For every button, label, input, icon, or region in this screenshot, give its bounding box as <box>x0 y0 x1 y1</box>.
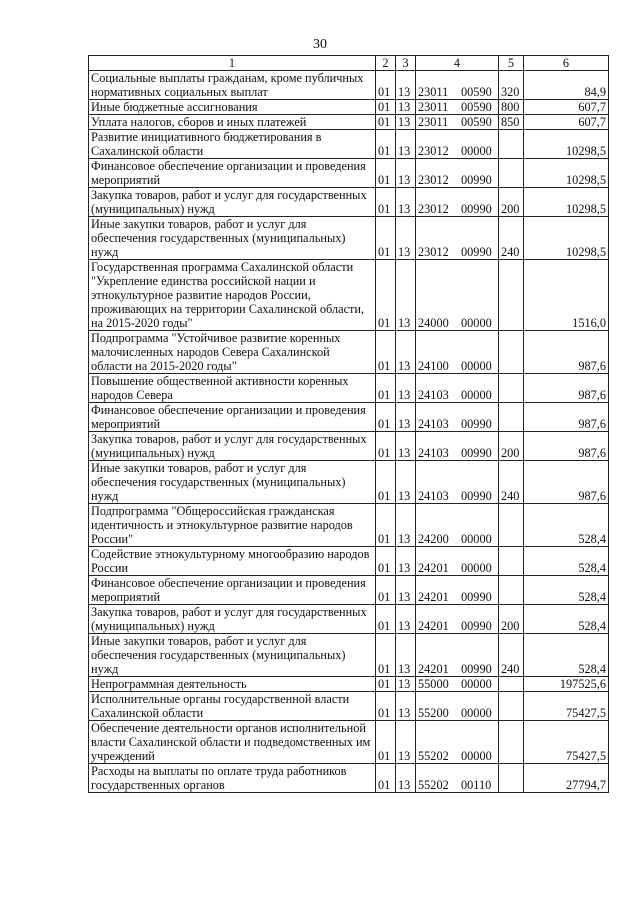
row-subsection: 13 <box>396 115 416 130</box>
row-name: Иные закупки товаров, работ и услуг для обеспечения государственных (муниципальных) нужд <box>89 217 376 260</box>
row-target-article <box>416 504 499 547</box>
target-article-program: 23012 <box>418 245 449 259</box>
target-article-direction: 00000 <box>461 677 492 691</box>
row-target-article <box>416 432 499 461</box>
row-expense-type <box>499 331 524 374</box>
row-expense-type: 240 <box>499 461 524 504</box>
row-subsection: 13 <box>396 764 416 793</box>
row-amount: 987,6 <box>524 432 609 461</box>
row-expense-type: 320 <box>499 71 524 100</box>
row-expense-type <box>499 403 524 432</box>
target-article-direction: 00000 <box>461 532 492 546</box>
row-expense-type <box>499 547 524 576</box>
row-expense-type: 200 <box>499 188 524 217</box>
target-article-direction: 00990 <box>461 202 492 216</box>
row-target-article <box>416 71 499 100</box>
row-expense-type <box>499 692 524 721</box>
row-amount: 1516,0 <box>524 260 609 331</box>
target-article-direction: 00990 <box>461 590 492 604</box>
row-target-article <box>416 130 499 159</box>
row-name: Исполнительные органы государственной власти Сахалинской области <box>89 692 376 721</box>
row-subsection: 13 <box>396 634 416 677</box>
table-row <box>89 71 609 100</box>
row-amount: 10298,5 <box>524 159 609 188</box>
table-row <box>89 634 609 677</box>
row-target-article <box>416 260 499 331</box>
row-expense-type: 200 <box>499 605 524 634</box>
budget-table <box>88 55 609 793</box>
row-amount: 528,4 <box>524 605 609 634</box>
row-name: Иные закупки товаров, работ и услуг для обеспечения государственных (муниципальных) нужд <box>89 461 376 504</box>
row-amount: 987,6 <box>524 461 609 504</box>
row-subsection: 13 <box>396 576 416 605</box>
header-cell: 1 <box>89 56 376 71</box>
target-article-direction: 00000 <box>461 316 492 330</box>
row-subsection: 13 <box>396 374 416 403</box>
target-article-direction: 00000 <box>461 706 492 720</box>
row-subsection: 13 <box>396 677 416 692</box>
table-row <box>89 130 609 159</box>
row-amount: 528,4 <box>524 547 609 576</box>
row-expense-type <box>499 159 524 188</box>
row-subsection: 13 <box>396 331 416 374</box>
table-row <box>89 188 609 217</box>
table-row <box>89 605 609 634</box>
row-expense-type <box>499 677 524 692</box>
row-name: Повышение общественной активности коренных народов Севера <box>89 374 376 403</box>
row-amount: 84,9 <box>524 71 609 100</box>
row-subsection: 13 <box>396 188 416 217</box>
row-amount: 528,4 <box>524 576 609 605</box>
row-section: 01 <box>376 504 396 547</box>
page-number: 30 <box>313 37 327 52</box>
target-article-program: 23012 <box>418 202 449 216</box>
target-article-program: 55000 <box>418 677 449 691</box>
target-article-program: 24100 <box>418 359 449 373</box>
target-article-program: 23011 <box>418 100 449 114</box>
header-cell: 2 <box>376 56 396 71</box>
row-subsection: 13 <box>396 721 416 764</box>
row-target-article <box>416 217 499 260</box>
row-subsection: 13 <box>396 130 416 159</box>
table-row <box>89 159 609 188</box>
target-article-program: 23012 <box>418 144 449 158</box>
target-article-program: 55202 <box>418 778 449 792</box>
row-section: 01 <box>376 115 396 130</box>
row-subsection: 13 <box>396 159 416 188</box>
row-section: 01 <box>376 764 396 793</box>
row-section: 01 <box>376 188 396 217</box>
table-row <box>89 764 609 793</box>
target-article-program: 23011 <box>418 85 449 99</box>
row-name: Закупка товаров, работ и услуг для государственных (муниципальных) нужд <box>89 432 376 461</box>
row-target-article <box>416 547 499 576</box>
row-subsection: 13 <box>396 71 416 100</box>
row-name: Закупка товаров, работ и услуг для государственных (муниципальных) нужд <box>89 188 376 217</box>
row-section: 01 <box>376 130 396 159</box>
row-target-article <box>416 634 499 677</box>
row-section: 01 <box>376 403 396 432</box>
row-name: Иные бюджетные ассигнования <box>89 100 376 115</box>
target-article-program: 55202 <box>418 749 449 763</box>
row-subsection: 13 <box>396 504 416 547</box>
row-section: 01 <box>376 605 396 634</box>
row-amount: 987,6 <box>524 403 609 432</box>
row-section: 01 <box>376 331 396 374</box>
row-name: Финансовое обеспечение организации и проведения мероприятий <box>89 159 376 188</box>
header-cell: 5 <box>499 56 524 71</box>
row-name: Закупка товаров, работ и услуг для государственных (муниципальных) нужд <box>89 605 376 634</box>
row-target-article <box>416 605 499 634</box>
row-name: Содействие этнокультурному многообразию народов России <box>89 547 376 576</box>
target-article-direction: 00990 <box>461 489 492 503</box>
target-article-program: 24201 <box>418 619 449 633</box>
target-article-program: 24103 <box>418 446 449 460</box>
row-name: Социальные выплаты гражданам, кроме публичных нормативных социальных выплат <box>89 71 376 100</box>
target-article-direction: 00000 <box>461 388 492 402</box>
table-row <box>89 374 609 403</box>
row-name: Государственная программа Сахалинской области "Укрепление единства российской нации и этнокультурное развитие народов России, проживающих на территории Сахалинской области, на 2015-2020 годы" <box>89 260 376 331</box>
target-article-program: 24201 <box>418 590 449 604</box>
row-expense-type <box>499 260 524 331</box>
target-article-program: 23011 <box>418 115 449 129</box>
row-target-article <box>416 100 499 115</box>
target-article-direction: 00000 <box>461 144 492 158</box>
row-amount: 75427,5 <box>524 721 609 764</box>
row-section: 01 <box>376 100 396 115</box>
row-amount: 607,7 <box>524 100 609 115</box>
row-target-article <box>416 576 499 605</box>
table-row <box>89 260 609 331</box>
row-subsection: 13 <box>396 461 416 504</box>
row-section: 01 <box>376 217 396 260</box>
table-body <box>89 71 609 793</box>
row-name: Финансовое обеспечение организации и проведения мероприятий <box>89 576 376 605</box>
row-amount: 10298,5 <box>524 130 609 159</box>
header-cell: 6 <box>524 56 609 71</box>
row-target-article <box>416 461 499 504</box>
row-target-article <box>416 764 499 793</box>
target-article-direction: 00000 <box>461 359 492 373</box>
row-name: Уплата налогов, сборов и иных платежей <box>89 115 376 130</box>
row-target-article <box>416 403 499 432</box>
row-name: Финансовое обеспечение организации и проведения мероприятий <box>89 403 376 432</box>
row-expense-type <box>499 576 524 605</box>
row-name: Обеспечение деятельности органов исполнительной власти Сахалинской области и подведомственных им учреждений <box>89 721 376 764</box>
target-article-program: 55200 <box>418 706 449 720</box>
target-article-program: 24103 <box>418 489 449 503</box>
target-article-direction: 00590 <box>461 100 492 114</box>
table-row <box>89 331 609 374</box>
row-expense-type: 850 <box>499 115 524 130</box>
row-target-article <box>416 374 499 403</box>
row-target-article <box>416 331 499 374</box>
table-row <box>89 100 609 115</box>
table-row <box>89 504 609 547</box>
row-amount: 27794,7 <box>524 764 609 793</box>
table-row <box>89 403 609 432</box>
row-name: Непрограммная деятельность <box>89 677 376 692</box>
row-amount: 607,7 <box>524 115 609 130</box>
row-expense-type: 200 <box>499 432 524 461</box>
row-subsection: 13 <box>396 403 416 432</box>
row-amount: 10298,5 <box>524 188 609 217</box>
target-article-program: 24201 <box>418 662 449 676</box>
table-row <box>89 576 609 605</box>
row-target-article <box>416 677 499 692</box>
row-expense-type: 240 <box>499 634 524 677</box>
row-subsection: 13 <box>396 605 416 634</box>
target-article-program: 24000 <box>418 316 449 330</box>
row-name: Подпрограмма "Общероссийская гражданская идентичность и этнокультурное развитие народов России" <box>89 504 376 547</box>
target-article-program: 24200 <box>418 532 449 546</box>
row-amount: 528,4 <box>524 504 609 547</box>
target-article-direction: 00590 <box>461 115 492 129</box>
row-name: Развитие инициативного бюджетирования в Сахалинской области <box>89 130 376 159</box>
row-section: 01 <box>376 576 396 605</box>
row-expense-type <box>499 130 524 159</box>
header-cell: 3 <box>396 56 416 71</box>
row-section: 01 <box>376 692 396 721</box>
table-row <box>89 721 609 764</box>
row-subsection: 13 <box>396 100 416 115</box>
row-target-article <box>416 159 499 188</box>
row-expense-type: 240 <box>499 217 524 260</box>
table-row <box>89 432 609 461</box>
target-article-direction: 00590 <box>461 85 492 99</box>
target-article-direction: 00990 <box>461 619 492 633</box>
row-amount: 75427,5 <box>524 692 609 721</box>
target-article-direction: 00000 <box>461 561 492 575</box>
row-target-article <box>416 721 499 764</box>
table-row <box>89 547 609 576</box>
target-article-program: 23012 <box>418 173 449 187</box>
row-target-article <box>416 115 499 130</box>
table-row <box>89 461 609 504</box>
target-article-program: 24103 <box>418 388 449 402</box>
row-target-article <box>416 692 499 721</box>
row-expense-type <box>499 721 524 764</box>
target-article-direction: 00990 <box>461 173 492 187</box>
table-row <box>89 692 609 721</box>
row-subsection: 13 <box>396 217 416 260</box>
table-row <box>89 677 609 692</box>
row-section: 01 <box>376 461 396 504</box>
row-name: Подпрограмма "Устойчивое развитие коренных малочисленных народов Севера Сахалинской области на 2015-2020 годы" <box>89 331 376 374</box>
target-article-program: 24201 <box>418 561 449 575</box>
row-section: 01 <box>376 547 396 576</box>
row-amount: 197525,6 <box>524 677 609 692</box>
row-section: 01 <box>376 721 396 764</box>
row-section: 01 <box>376 260 396 331</box>
target-article-direction: 00990 <box>461 417 492 431</box>
row-section: 01 <box>376 71 396 100</box>
target-article-direction: 00990 <box>461 662 492 676</box>
row-expense-type: 800 <box>499 100 524 115</box>
table-row <box>89 115 609 130</box>
row-name: Расходы на выплаты по оплате труда работников государственных органов <box>89 764 376 793</box>
table-row <box>89 217 609 260</box>
row-amount: 528,4 <box>524 634 609 677</box>
row-subsection: 13 <box>396 692 416 721</box>
target-article-direction: 00990 <box>461 446 492 460</box>
row-section: 01 <box>376 432 396 461</box>
row-section: 01 <box>376 634 396 677</box>
row-amount: 10298,5 <box>524 217 609 260</box>
target-article-direction: 00990 <box>461 245 492 259</box>
row-section: 01 <box>376 374 396 403</box>
row-amount: 987,6 <box>524 374 609 403</box>
header-cell: 4 <box>416 56 499 71</box>
row-expense-type <box>499 374 524 403</box>
row-target-article <box>416 188 499 217</box>
row-expense-type <box>499 504 524 547</box>
row-section: 01 <box>376 677 396 692</box>
row-subsection: 13 <box>396 260 416 331</box>
row-subsection: 13 <box>396 432 416 461</box>
row-amount: 987,6 <box>524 331 609 374</box>
target-article-direction: 00110 <box>461 778 492 792</box>
row-section: 01 <box>376 159 396 188</box>
row-name: Иные закупки товаров, работ и услуг для обеспечения государственных (муниципальных) нужд <box>89 634 376 677</box>
target-article-program: 24103 <box>418 417 449 431</box>
header-row <box>89 56 609 71</box>
target-article-direction: 00000 <box>461 749 492 763</box>
row-subsection: 13 <box>396 547 416 576</box>
row-expense-type <box>499 764 524 793</box>
